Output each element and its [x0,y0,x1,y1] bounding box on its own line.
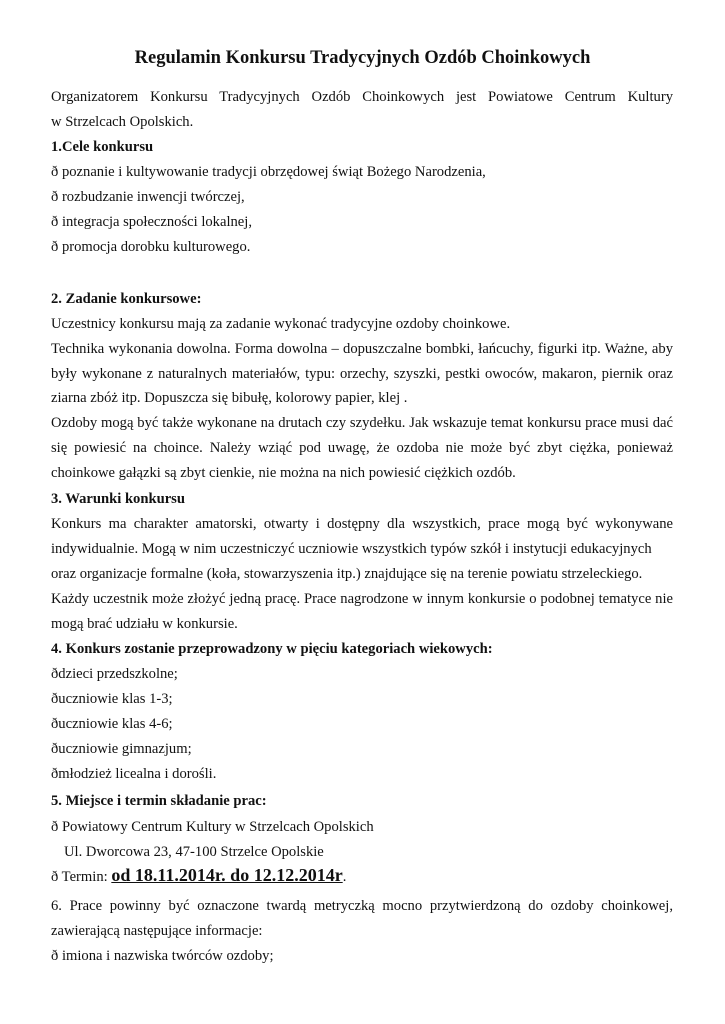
section3-line: oraz organizacje formalne (koła, stowarzyszenia itp.) znajdujące się na terenie powiatu strzeleckiego. [51,566,643,582]
section4-item: ðuczniowie gimnazjum; [51,741,192,757]
section5-term-line [51,866,346,886]
section4-item: ðuczniowie klas 1-3; [51,691,173,707]
section2-line: Uczestnicy konkursu mają za zadanie wykonać tradycyjne ozdoby choinkowe. [51,316,511,332]
section4-item: ðmłodzież licealna i dorośli. [51,766,217,782]
section4-item: ðdzieci przedszkolne; [51,666,178,682]
section2-line: Technika wykonania dowolna. Forma dowolna – dopuszczalne bombki, łańcuchy, figurki itp. Ważne, aby [51,341,673,357]
section6-line: 6. Prace powinny być oznaczone twardą metryczką mocno przytwierdzoną do ozdoby choinkowej, [51,898,673,914]
section3-line: Każdy uczestnik może złożyć jedną pracę. Prace nagrodzone w innym konkursie o podobnej tematyce nie [51,591,673,607]
section6-line: zawierającą następujące informacje: [51,923,263,939]
section3-line: Konkurs ma charakter amatorski, otwarty i dostępny dla wszystkich, prace mogą być wykonywane [51,516,673,532]
intro-line-1: Organizatorem Konkursu Tradycyjnych Ozdób Choinkowych jest Powiatowe Centrum Kultury [51,89,673,105]
section2-line: ziarna zbóż itp. Dopuszcza się bibułę, kolorowy papier, klej . [51,390,408,406]
section4-item: ðuczniowie klas 4-6; [51,716,173,732]
term-period: . [342,869,347,885]
section3-line: mogą brać udziału w konkursie. [51,616,238,632]
intro-line-2: w Strzelcach Opolskich. [51,114,194,130]
section1-item: ð poznanie i kultywowanie tradycji obrzędowej świąt Bożego Narodzenia, [51,164,486,180]
term-dates: od 18.11.2014r. do 12.12.2014r [111,865,343,885]
section1-item: ð promocja dorobku kulturowego. [51,239,251,255]
section4-heading: 4. Konkurs zostanie przeprowadzony w pięciu kategoriach wiekowych: [51,641,493,657]
section5-place-line: ð Powiatowy Centrum Kultury w Strzelcach Opolskich [51,819,374,835]
section3-line: indywidualnie. Mogą w nim uczestniczyć uczniowie wszystkich typów szkół i instytucji edukacyjnych [51,541,652,557]
section1-item: ð rozbudzanie inwencji twórczej, [51,189,245,205]
section2-line: Ozdoby mogą być także wykonane na drutach czy szydełku. Jak wskazuje temat konkursu prace musi dać [51,415,673,431]
section1-item: ð integracja społeczności lokalnej, [51,214,252,230]
section3-heading: 3. Warunki konkursu [51,491,185,507]
section2-heading: 2. Zadanie konkursowe: [51,291,202,307]
section2-line: były wykonane z naturalnych materiałów, typu: orzechy, szyszki, pestki owoców, makaron, piernik oraz [51,366,673,382]
document-title: Regulamin Konkursu Tradycyjnych Ozdób Choinkowych [134,48,591,68]
term-label: ð Termin: [51,869,112,885]
section5-address-line: Ul. Dworcowa 23, 47-100 Strzelce Opolskie [64,844,324,860]
section6-line: ð imiona i nazwiska twórców ozdoby; [51,948,274,964]
section5-heading: 5. Miejsce i termin składanie prac: [51,793,267,809]
section2-line: się powiesić na choince. Należy wziąć pod uwagę, że ozdoba nie może być zbyt ciężka, ponieważ [51,440,673,456]
section1-heading: 1.Cele konkursu [51,139,154,155]
section2-line: choinkowe gałązki są zbyt cienkie, nie można na nich powiesić ciężkich ozdób. [51,465,516,481]
